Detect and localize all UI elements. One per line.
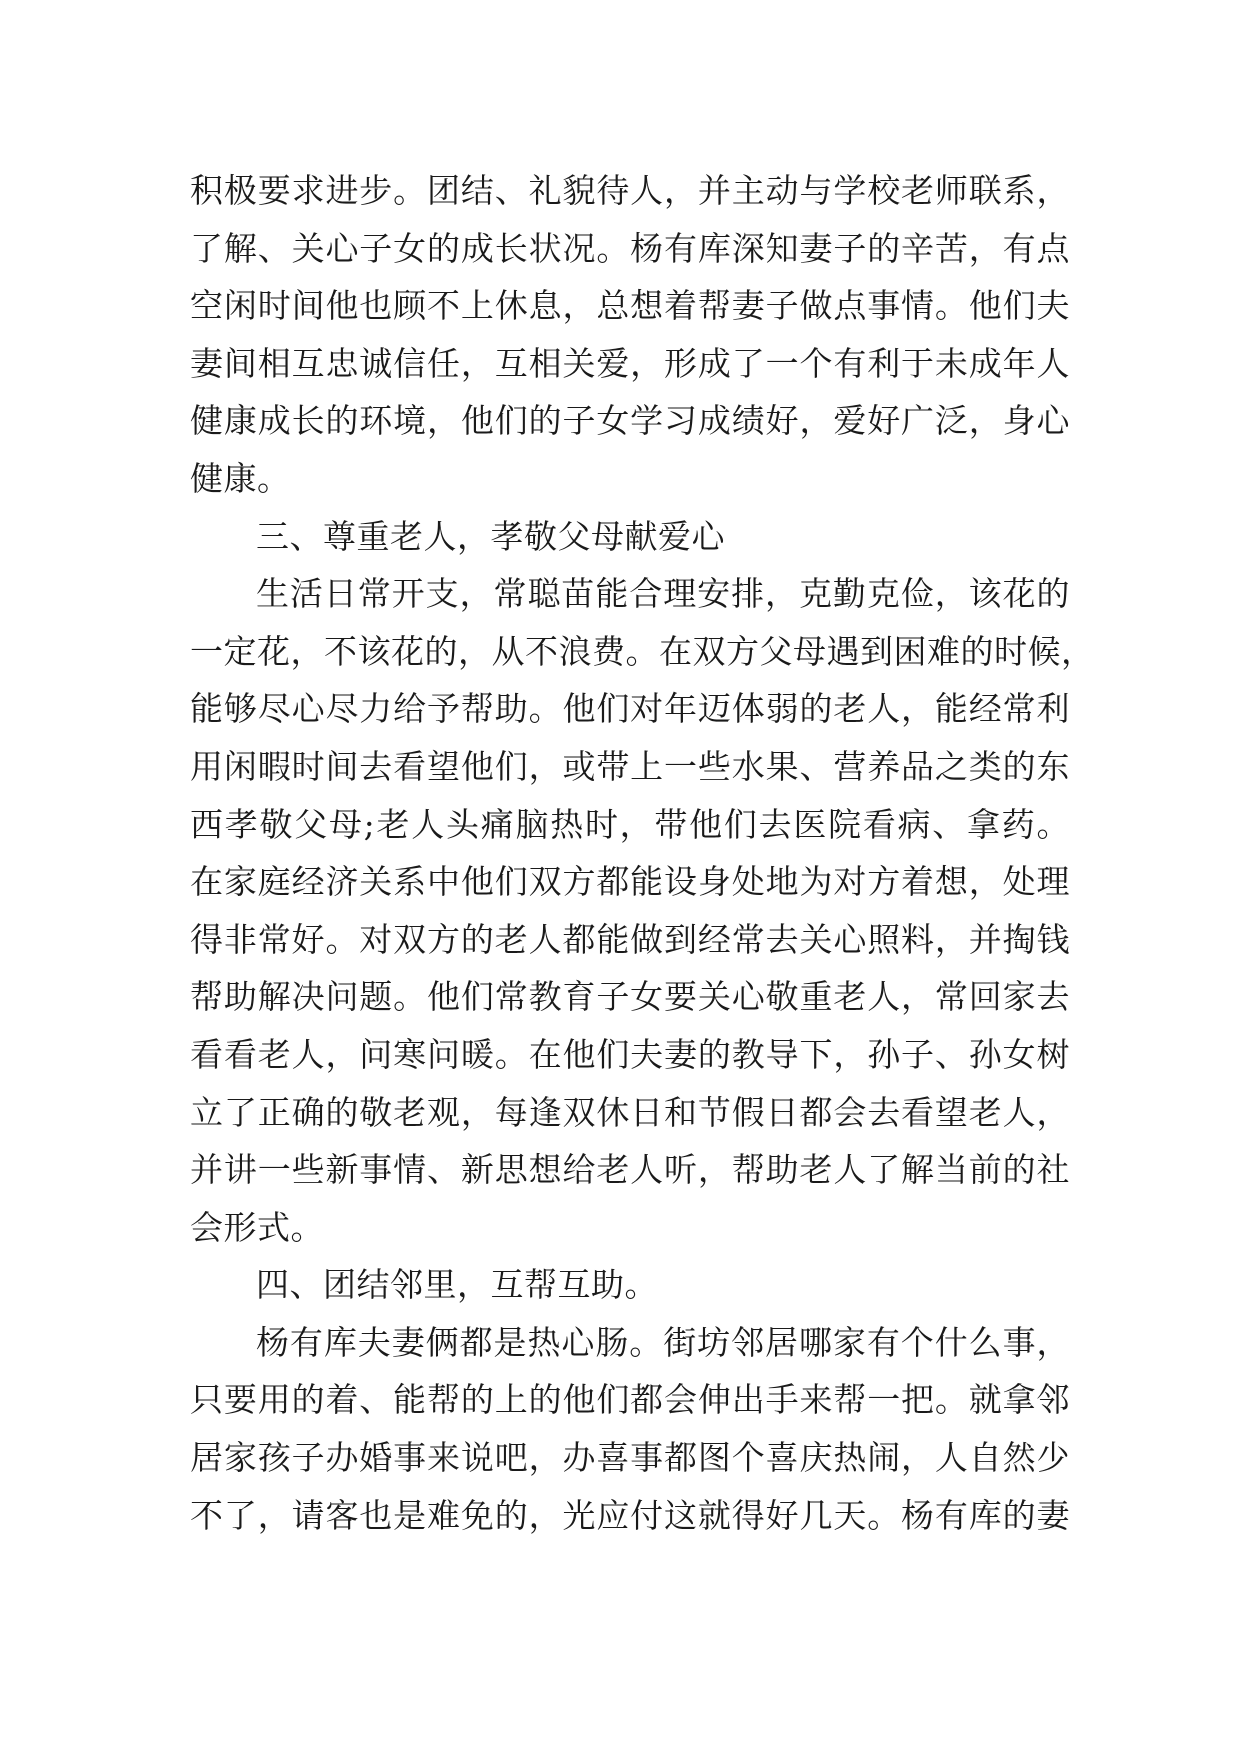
text-line: 能够尽心尽力给予帮助。他们对年迈体弱的老人，能经常利: [190, 689, 1070, 729]
text-line: 积极要求进步。团结、礼貌待人，并主动与学校老师联系，: [190, 171, 1070, 210]
text-line: 在家庭经济关系中他们双方都能设身处地为对方着想，处理: [190, 862, 1070, 902]
text-line: 并讲一些新事情、新思想给老人听，帮助老人了解当前的社: [190, 1150, 1070, 1190]
text-line: 看看老人，问寒问暖。在他们夫妻的教导下，孙子、孙女树: [190, 1034, 1070, 1074]
text-line: 会形式。: [190, 1207, 324, 1247]
text-line: 了解、关心子女的成长状况。杨有库深知妻子的辛苦，有点: [190, 228, 1070, 268]
text-line: 帮助解决问题。他们常教育子女要关心敬重老人，常回家去: [190, 977, 1070, 1017]
text-line: 生活日常开支，常聪苗能合理安排，克勤克俭，该花的: [256, 574, 1070, 614]
text-line: 居家孩子办婚事来说吧，办喜事都图个喜庆热闹，人自然少: [190, 1438, 1070, 1478]
text-line: 只要用的着、能帮的上的他们都会伸出手来帮一把。就拿邻: [190, 1380, 1070, 1420]
text-line: 妻间相互忠诚信任，互相关爱，形成了一个有利于未成年人: [190, 343, 1070, 383]
text-line: 得非常好。对双方的老人都能做到经常去关心照料，并掏钱: [190, 919, 1070, 959]
text-line: 空闲时间他也顾不上休息，总想着帮妻子做点事情。他们夫: [190, 286, 1070, 326]
section-heading: 三、尊重老人，孝敬父母献爱心: [256, 516, 725, 556]
text-line: 西孝敬父母;老人头痛脑热时，带他们去医院看病、拿药。: [190, 804, 1070, 844]
text-line: 不了，请客也是难免的，光应付这就得好几天。杨有库的妻: [190, 1495, 1070, 1535]
text-line: 杨有库夫妻俩都是热心肠。街坊邻居哪家有个什么事，: [256, 1322, 1070, 1362]
text-line: 健康。: [190, 458, 291, 498]
text-line: 立了正确的敬老观，每逢双休日和节假日都会去看望老人，: [190, 1092, 1070, 1132]
body-text: [190, 162, 1095, 1544]
text-line: 一定花，不该花的，从不浪费。在双方父母遇到困难的时候，: [190, 631, 1095, 671]
text-line: 用闲暇时间去看望他们，或带上一些水果、营养品之类的东: [190, 746, 1070, 786]
section-heading: 四、团结邻里，互帮互助。: [256, 1265, 658, 1305]
text-line: 健康成长的环境，他们的子女学习成绩好，爱好广泛，身心: [190, 401, 1070, 441]
